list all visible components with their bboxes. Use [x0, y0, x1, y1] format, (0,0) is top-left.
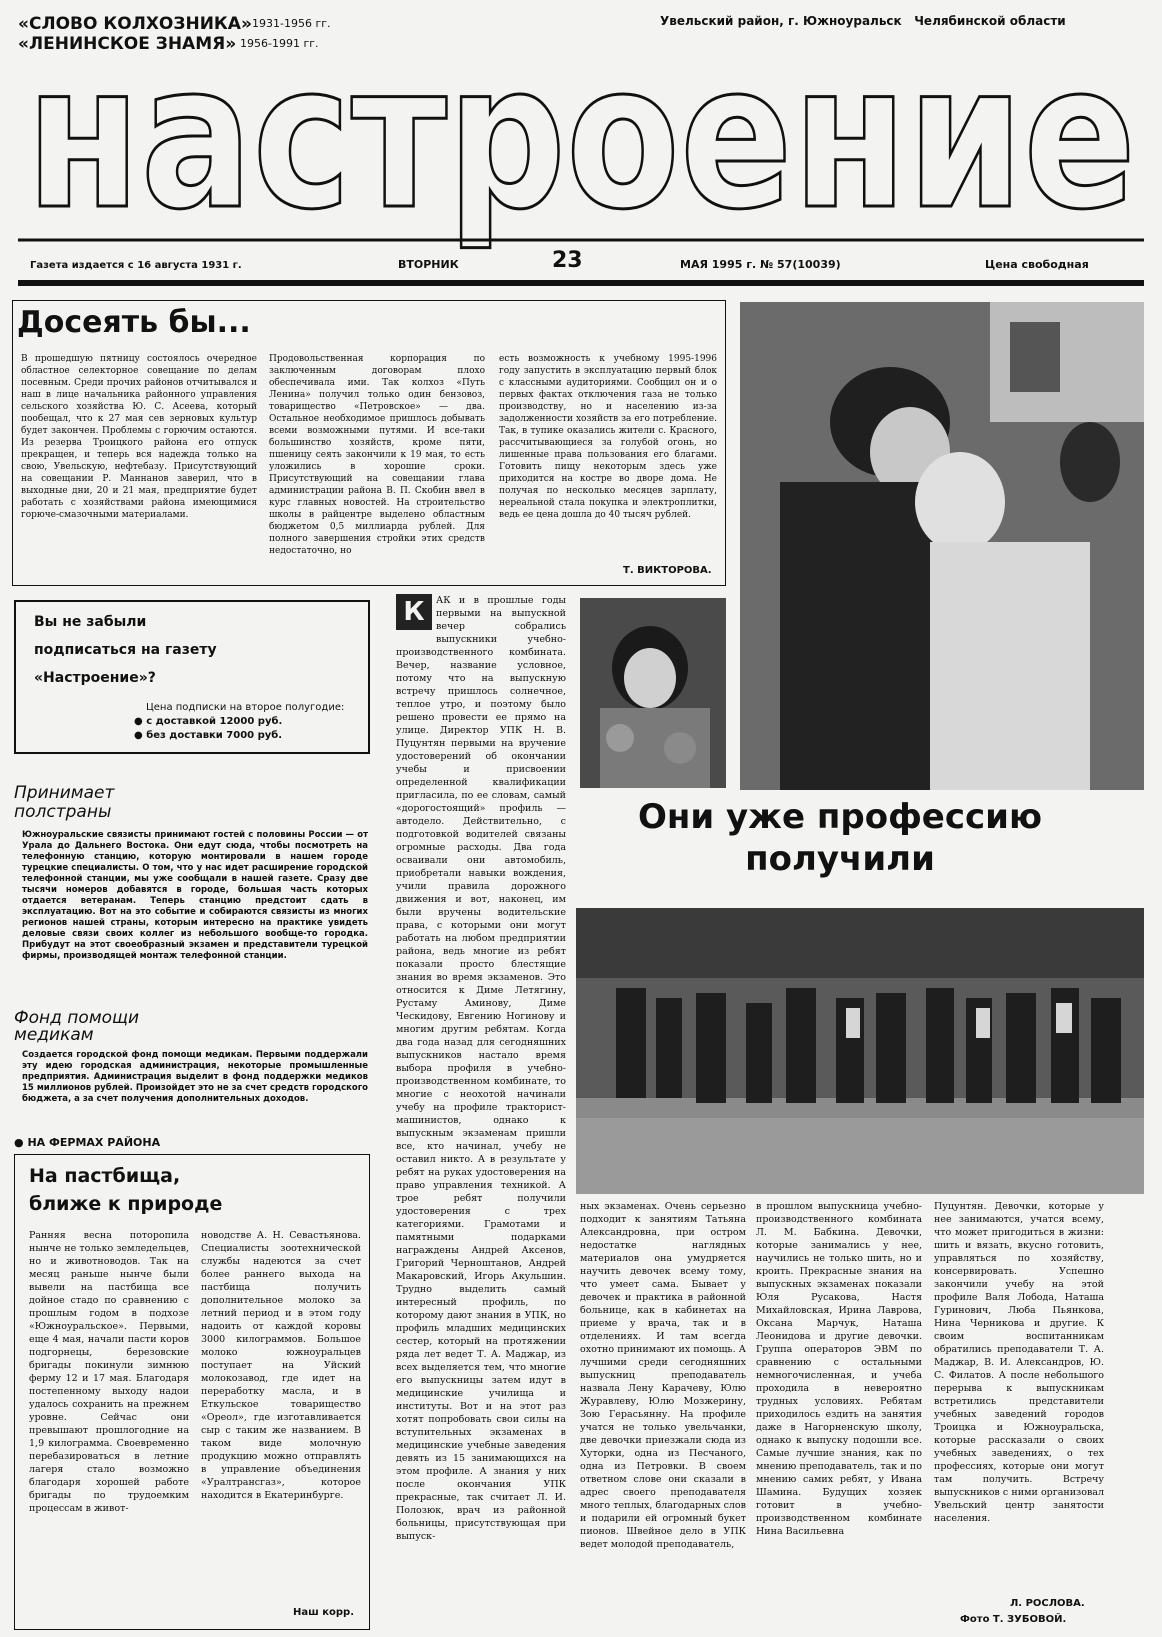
- rubric-farms: ● НА ФЕРМАХ РАЙОНА: [14, 1136, 161, 1149]
- article-fund-title: [14, 1010, 139, 1044]
- article-phone-text: Южноуральские связисты принимают гостей с половины России — от Урала до Дальнего Востока. Они едут сюда, чтобы посмотреть на телефонную станцию, которую монтировали в нашем городе турецкие специалисты. О том, что у нас идет расширение городской телефонной станции, мы уже сообщали в нашей газете. Сразу две тысячи номеров добавятся в городе, большая часть которых отдается ветеранам. Теперь станцию предстоит сдать в эксплуатацию. Вот на это событие и собираются связисты из многих регионов нашей страны, которым интересно на практике увидеть деловые связи своих коллег из небольшого вообще-то городка. Прибудут на этот своеобразный экзамен и представители турецкой фирмы, производящей монтаж телефонной станции.: [22, 830, 368, 961]
- bullet-icon: ●: [14, 1136, 28, 1149]
- article-phone-title-2: полстраны: [14, 802, 112, 822]
- photo-graduates-portrait: [740, 302, 1144, 790]
- article-sowing-col-3: есть возможность к учебному 1995-1996 году запустить в эксплуатацию первый блок с классными аудиториями. Сообщил он и о первых фактах отключения газа не только производству, но и населению из-за задолженности хозяйств за его потребление. Так, в тупике оказались жители с. Красного, рассчитывающиеся за голубой огонь, но лишенные права пользования его благами. Готовить пищу некоторым здесь уже приходится на костре во дворе дома. Не получая по несколько месяцев зарплату, нереальной стала покупка и электроплитки, ведь ее цена дошла до 40 тысяч рублей.: [499, 354, 717, 520]
- article-phone-title: [14, 784, 114, 822]
- subscribe-price-title: Цена подписки на второе полугодие:: [146, 702, 345, 713]
- subscribe-box: [14, 600, 370, 754]
- weekday: ВТОРНИК: [398, 258, 459, 271]
- published-since: Газета издается с 16 августа 1931 г.: [30, 260, 242, 271]
- article-graduates-col-b2: в прошлом выпускница учебно-производственного комбината Л. М. Бабкина. Девочки, которые занимались у нее, научились не только шить, но и кроить. Прекрасные знания на выпускных экзаменах показали Юля Русакова, Настя Михайловская, Ирина Лаврова, Оксана Марчук, Наташа Леонидова и другие девочки. Группа операторов ЭВМ по сравнению с остальными немногочисленная, и учеба проходила в невероятно трудных условиях. Ребятам приходилось ездить на занятия даже в Нагорненскую школу, однако к выпуску подошли все. Самые лучшие знания, как по мнению преподаватель, так и по мнению самих ребят, у Ивана Шамина. Будущих хозяек готовит в учебно-производственном комбинате Нина Васильевна: [756, 1201, 922, 1537]
- bullet-icon: ●: [134, 716, 147, 727]
- article-graduates-title: [580, 796, 1100, 880]
- article-sowing-box: [12, 300, 726, 586]
- subscribe-option-1: ● с доставкой 12000 руб.: [134, 716, 283, 727]
- article-graduates-col-b3: Пуцунтян. Девочки, которые у нее занимаются, учатся всему, что может пригодиться в жизни: шить и вязать, вкусно готовить, управляться по хозяйству, консервировать. Успешно закончили учебу на этой профиле Валя Лобода, Наташа Гуринович, Люба Пьянкова, Нина Черникова и другие. К своим воспитанникам обратились преподаватели Т. А. Маджар, В. И. Александров, Ю. С. Филатов. А после небольшого перерыва к выпускникам встретились представители учебных заведений городов Троицка и Южноуральска, которые рассказали о своих учебных заведениях, о тех профессиях, которые они могут там получить. Встречу выпускников с ними организовал Увельский центр занятости населения.: [934, 1201, 1104, 1524]
- former-title-2: «ЛЕНИНСКОЕ ЗНАМЯ»: [18, 34, 237, 54]
- article-graduates-title-1: Они уже профессию: [637, 797, 1043, 837]
- subscribe-line-3: «Настроение»?: [34, 670, 156, 686]
- subscribe-option-2: ● без доставки 7000 руб.: [134, 730, 283, 741]
- article-graduates-author: Л. РОСЛОВА.: [1010, 1598, 1085, 1609]
- former-title-1: «СЛОВО КОЛХОЗНИКА»: [18, 14, 252, 34]
- article-pasture-author: Наш корр.: [293, 1607, 354, 1618]
- former-title-1-years: 1931-1956 гг.: [252, 17, 331, 30]
- article-graduates-col-mid: АК и в прошлые годы первыми на выпускной вечер собрались выпускники учебно-производственного комбината. Вечер, название условное, потому что на выпускную встречу пришлось солнечное, теплое утро, и поэтому было решено провести ее прямо на улице. Директор УПК Н. В. Пуцунтян первыми на вручение удостоверений об окончании учебы и присвоении определенной квалификации пригласила, по ее словам, самый «дорогостоящий» профиль — автодело. Действительно, с подготовкой водителей связаны огромные расходы. Два года осваивали они автомобиль, приобретали навыки вождения, учили правила дорожного движения и вот, наконец, им были вручены водительские права, с которыми они могут работать на любом предприятии района, ведь многие из ребят показали просто блестящие знания во время экзаменов. Это относится к Диме Летягину, Рустаму Аминову, Диме Ческидову, Евгению Ногинову и многим другим ребятам. Когда два года назад для сегодняшних выпускников настало время выбора профиля в учебно-производственном комбинате, то многие с неохотой начинали учебу на профиле тракторист-машинистов, однако к выпускным экзаменам пришли все, кто начинал, учебу не оставил никто. А в результате у ребят на руках удостоверения на право управления техникой. А трое ребят получили удостоверения с трех категориями. Грамотами и памятными подарками награждены Андрей Аксенов, Григорий Черноштанов, Андрей Макаровский, Игорь Акульшин. Трудно выделить самый интересный профиль, по которому дают знания в УПК, но профиль младших медицинских сестер, который на протяжении ряда лет ведет Т. А. Маджар, из всех выделяется тем, что многие его выпускницы затем идут в медицинские училища и институты. Вот и на этот раз хотят попробовать свои силы на вступительных экзаменах в медицинские учебные заведения девять из 15 занимающихся на этом профиле. А знания у них после окончания УПК прекрасные, так считает Л. И. Полозюк, врач из районной больницы, присутствующая при выпуск-: [396, 595, 566, 1542]
- issue-day: 23: [552, 248, 583, 273]
- photo-credit: Фото Т. ЗУБОВОЙ.: [960, 1614, 1067, 1625]
- bullet-icon: ●: [134, 730, 147, 741]
- subscribe-line-1: Вы не забыли: [34, 614, 147, 630]
- price: Цена свободная: [985, 258, 1089, 271]
- article-sowing-col-2: Продовольственная корпорация по заключенным договорам плохо обеспечивала ими. Так колхоз «Путь Ленина» получил только один бензовоз, товарищество «Петровское» — два. Остальное необходимое пришлось добывать всеми возможными путями. И все-таки большинство хозяйств, кроме пяти, пшеницу сеять закончили к 19 мая, то есть уложились в хорошие сроки. Присутствующий на совещании глава администрации района В. П. Скобин ввел в курс главных новостей. На строительство школы в райцентре выделено областным бюджетом 0,5 миллиарда рублей. Для полного завершения стройки этих средств недостаточно, но: [269, 354, 485, 556]
- article-pasture-title-2: ближе к природе: [29, 1193, 223, 1215]
- article-pasture-col-2: новодстве А. Н. Севастьянова. Специалисты зоотехнической службы надеются за счет более раннего выхода на пастбища получить дополнительное молоко за летний период и в этом году надоить от каждой коровы 3000 килограммов. Большое молоко южноуральцев поступает на Уйский молокозавод, где идет на переработку масла, и в Еткульское товарищество «Ореол», где изготавливается сыр с таким же названием. В таком виде молочную продукцию можно отправлять в управление объединения «Уралтрансгаз», которое находится в Екатеринбурге.: [201, 1230, 361, 1501]
- article-pasture-box: [14, 1154, 370, 1630]
- logo-title-text: настроение: [26, 21, 1136, 254]
- subscribe-line-2: подписаться на газету: [34, 642, 217, 658]
- article-pasture-title-1: На пастбища,: [29, 1165, 181, 1187]
- article-graduates-title-2: получили: [745, 839, 935, 879]
- dropcap-letter: К: [396, 594, 432, 630]
- article-fund-title-2: медикам: [14, 1025, 94, 1045]
- article-pasture-col-1: Ранняя весна поторопила нынче не только земледельцев, но и животноводов. Так на месяц раньше нынче были вывели на пастбища все дойное стадо по сравнению с прошлым годом в подхозе «Южноуральское». Первыми, еще 4 мая, начали пасти коров подгорнецы, березовские бригады покинули зимнюю ферму 12 и 17 мая. Благодаря постепенному выходу надои удалось сохранить на прежнем уровне. Сейчас они превышают прошлогодние на 1,9 килограмма. Своевременно перебазироваться в летние лагеря стало возможно благодаря хорошей работе бригады по трудоемким процессам в живот-: [29, 1230, 189, 1514]
- article-fund-title-1: Фонд помощи: [14, 1008, 140, 1028]
- article-fund-text: Создается городской фонд помощи медикам. Первыми поддержали эту идею городская администрация, некоторые промышленные предприятия. Администрация выделит в фонд поддержки медиков 15 миллионов рублей. Произойдет это не за счет средств городского бюджета, а за счет получения дополнительных доходов.: [22, 1050, 368, 1104]
- issue-date-number: МАЯ 1995 г. № 57(10039): [680, 258, 841, 271]
- masthead-rule: [18, 280, 1144, 286]
- photo-teacher-portrait: [580, 598, 726, 788]
- article-sowing-author: Т. ВИКТОРОВА.: [623, 565, 712, 576]
- former-title-2-years: 1956-1991 гг.: [240, 37, 319, 50]
- region-line: Увельский район, г. Южноуральск Челябинской области: [660, 14, 1066, 28]
- article-sowing-col-1: В прошедшую пятницу состоялось очередное областное селекторное совещание по делам посевным. Среди прочих районов отчитывался и наш в лице начальника районного управления сельского хозяйства Ю. С. Асеева, который пообещал, что к 27 мая сев зерновых культур будет закончен. Проблемы с горючим остаются. Из резерва Троицкого района его отпуск прекращен, и теперь вся надежда только на свою, Увельскую, нефтебазу. Присутствующий на совещании Р. Маннанов заверил, что в выходные дни, 20 и 21 мая, предприятие будет работать с хозяйствами района имеющимися горюче-смазочными материалами.: [21, 354, 257, 520]
- photo-graduates-group: [576, 908, 1144, 1194]
- article-graduates-col-b1: ных экзаменах. Очень серьезно подходит к занятиям Татьяна Александровна, при остром недостатке наглядных материалов она умудряется научить девочек всему тому, что умеет сама. Бывает у девочек и практика в районной больнице, как в кабинетах на приеме у врача, так и в отделениях. И там всегда охотно принимают их помощь. А лучшими среди сегодняшних выпускниц преподаватель назвала Лену Карачеву, Юлю Журавлеву, Юлю Мозжерину, Зою Герасьянну. На профиле учатся не только увельчанки, две девочки приезжали сюда из Хуторки, одна из Песчаного, одна из Петровки. В своем ответном слове они сказали в адрес своего преподавателя много теплых, благодарных слов и подарили ей огромный букет пионов. Швейное дело в УПК ведет молодой преподаватель,: [580, 1201, 746, 1550]
- article-phone-title-1: Принимает: [14, 783, 115, 803]
- article-sowing-title: Досеять бы...: [17, 305, 251, 340]
